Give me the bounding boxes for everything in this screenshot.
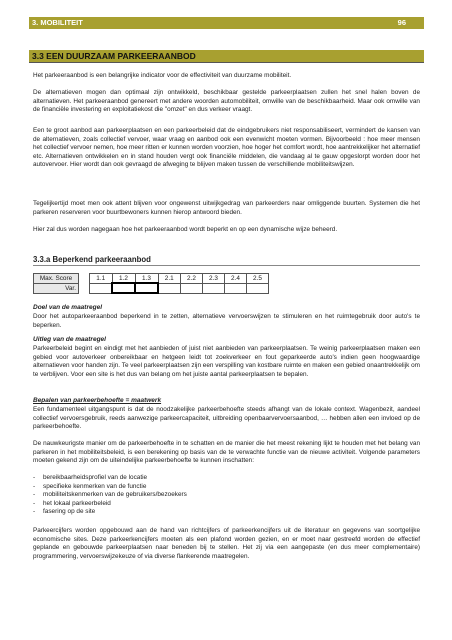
list-item: - het lokaal parkeerbeleid: [33, 500, 187, 509]
var-cell: [135, 283, 158, 293]
uitleg-heading: Uitleg van de maatregel: [33, 336, 106, 343]
var-cell: [90, 283, 113, 293]
score-col: 1.2: [112, 274, 135, 284]
list-item: - bereikbaarheidsprofiel van de locatie: [33, 474, 187, 483]
paragraph-3: Een te groot aanbod aan parkeerplaatsen en een parkeerbeleid dat de eindgebruikers niet responsabiliseert, vermindert de kansen van de alternatieven, zoals collectief vervoer, waar vraag en aanbod ook een evenwicht moeten vormen. Bijvoorbeeld : hoe meer mensen het collectief vervoer nemen, hoe meer ritten er kunnen worden voorzien, hoe hoger het comfort wordt, hoe aantrekkelijker het alternatief etc. Alternatieven ontwikkelen en in stand houden vergt ook financiële middelen, die vandaag al te gauw opgeslorpt worden door het autovervoer. Hier wordt dan ook gevraagd de afweging te blijven maken tussen de verschillende mobiliteitswijzen.: [33, 127, 420, 169]
bepalen-heading: Bepalen van parkeerbehoefte = maatwerk: [33, 397, 162, 404]
paragraph-2: De alternatieven mogen dan optimaal zijn ontwikkeld, beschikbaar gestelde parkeerplaatsen zullen het snel halen boven de alternatieven. Het parkeeraanbod genereert met andere woorden automobiliteit, omwille van de beschikbaarheid. Maar ook omwille van de financiële investering en exploitatiekost die "omzet" en dus verkeer vraagt.: [33, 89, 420, 114]
paragraph-1: Het parkeeraanbod is een belangrijke indicator voor de effectiviteit van duurzame mobiliteit.: [33, 72, 292, 79]
score-table: [33, 273, 269, 294]
score-row-label: Max. Score: [34, 274, 79, 284]
score-col: 2.5: [247, 274, 269, 284]
score-col: 1.1: [90, 274, 113, 284]
paragraph-4: Tegelijkertijd moet men ook attent blijven voor ongewenst uitwijkgedrag van parkeerders naar omliggende buurten. Systemen die het parkeren reserveren voor buurtbewoners kunnen hierop antwoord bieden.: [33, 200, 420, 216]
score-col: 2.2: [181, 274, 203, 284]
page-header: [29, 17, 424, 29]
nauwkeurig-text: De nauwkeurigste manier om de parkeerbehoefte in te schatten en de manier die het meest rekening lijkt te houden met het belang van parkeren in het mobiliteitsbeleid, is een berekening op basis van de te verwachte functie van de nieuwe activiteit. Volgende parameters moeten gekend zijn om de uiteindelijke parkeerbehoefte te kunnen inschatten:: [33, 440, 420, 465]
section-title: 3.3 EEN DUURZAAM PARKEERAANBOD: [29, 50, 424, 63]
var-cell: [158, 283, 181, 293]
list-item: - fasering op de site: [33, 508, 187, 517]
subsection-title: 3.3.a Beperkend parkeeraanbod: [33, 255, 420, 266]
final-text: Parkeercijfers worden opgebouwd aan de hand van richtcijfers of parkeerkencijfers uit de literatuur en gegevens van soortgelijke economische sites. Deze parkeerkencijfers moeten als een plafond worden gezien, en er moet naar gestreefd worden de effectief geplande en gebouwde parkeerplaatsen naar beneden bij te stellen. Het zij via een aangepaste (en dus meer complementaire) programmering, vervoerswijzekeuze of via diverse flankerende maatregelen.: [33, 527, 420, 560]
parameter-list: [33, 474, 187, 517]
uitleg-text: Parkeerbeleid begint en eindigt met het aanbieden of juist niet aanbieden van parkeerplaatsen. Te weinig parkeerplaatsen maken een gebied voor autoverkeer onbereikbaar en hetgeen leidt tot zoekverkeer en fout geparkeerde auto's indien geen hoogwaardige alternatieven voor handen zijn. Te veel parkeerplaatsen zijn een verspilling van kostbare ruimte en maken een gebied onaantrekkelijk om te verblijven. Voor een site is het dus van belang om het juiste aantal parkeerplaatsen te bepalen.: [33, 345, 420, 378]
paragraph-5: Hier zal dus worden nagegaan hoe het parkeeraanbod wordt beperkt en op een dynamische wijze beheerd.: [33, 226, 338, 233]
list-item: - specifieke kenmerken van de functie: [33, 483, 187, 492]
var-cell: [112, 283, 135, 293]
var-cell: [203, 283, 225, 293]
bepalen-text: Een fundamenteel uitgangspunt is dat de noodzakelijke parkeerbehoefte steeds afhangt van de lokale context. Wagenbezit, aandeel collectief vervoersgebruik, reeds aanwezige parkeercapaciteit, uitbreiding openbaarvervoersaanbod, … hebben allen een invloed op de parkeerbehoefte.: [33, 406, 420, 431]
list-item: - mobiliteitskenmerken van de gebruikers/bezoekers: [33, 491, 187, 500]
var-cell: [247, 283, 269, 293]
chapter-label: 3. MOBILITEIT: [32, 18, 83, 27]
var-cell: [225, 283, 247, 293]
var-cell: [181, 283, 203, 293]
score-col: 2.3: [203, 274, 225, 284]
page-number: 96: [397, 18, 406, 27]
score-col: 2.4: [225, 274, 247, 284]
doel-heading: Doel van de maatregel: [33, 304, 102, 311]
score-col: 2.1: [158, 274, 181, 284]
doel-text: Door het autoparkeeraanbod beperkend in te zetten, alternatieve vervoerswijzen te stimuleren en het ruimtegebruik door auto's te beperken.: [33, 313, 420, 329]
var-row-label: Var.: [34, 283, 79, 293]
score-col: 1.3: [135, 274, 158, 284]
